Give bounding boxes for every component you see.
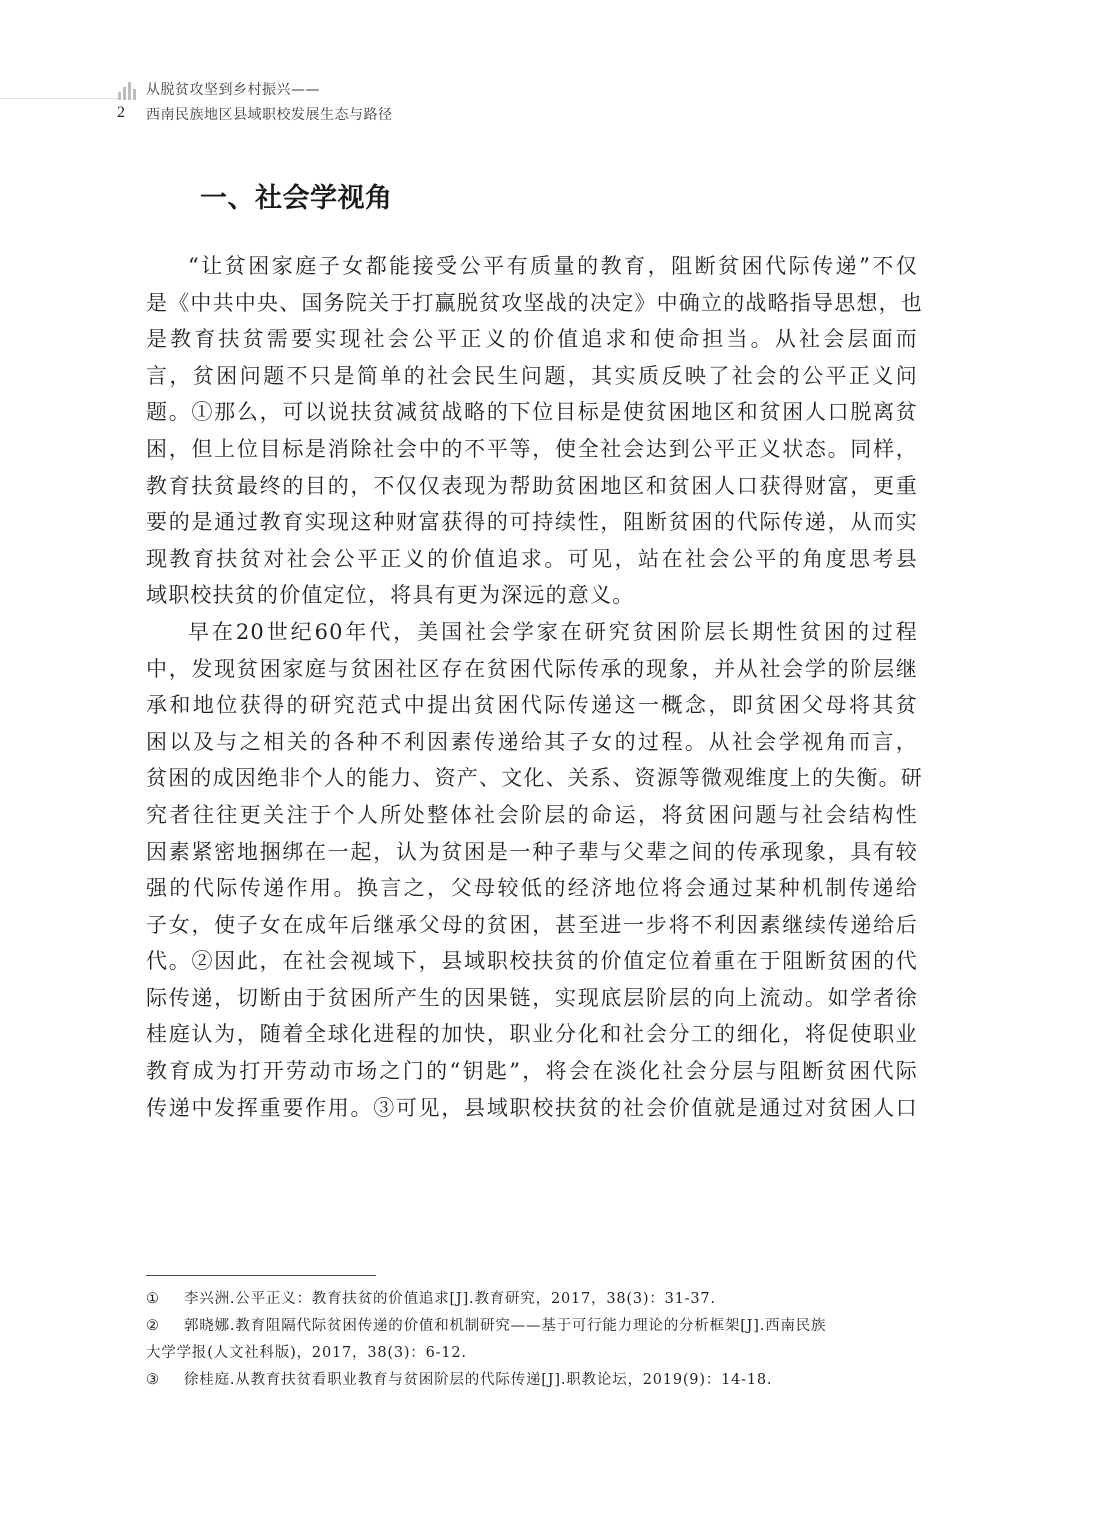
book-title-line1: 从脱贫攻坚到乡村振兴—— <box>146 82 320 98</box>
book-title-line2: 西南民族地区县域职校发展生态与路径 <box>146 107 393 123</box>
footnote-marker: ③ <box>146 1372 160 1388</box>
footnote-text: 李兴洲.公平正义：教育扶贫的价值追求[J].教育研究，2017，38(3)：31-37. <box>184 1291 716 1307</box>
paragraph-line: 教育扶贫最终的目的，不仅仅表现为帮助贫困地区和贫困人口获得财富，更重 <box>146 473 918 498</box>
page-number: 2 <box>117 104 125 121</box>
paragraph-line: 承和地位获得的研究范式中提出贫困代际传递这一概念，即贫困父母将其贫 <box>146 693 918 718</box>
footnote-3 <box>146 1367 918 1394</box>
paragraph-line: 传递中发挥重要作用。③可见，县域职校扶贫的社会价值就是通过对贫困人口 <box>146 1095 918 1120</box>
footnote-rule <box>146 1275 376 1276</box>
section-title: 一、社会学视角 <box>200 183 393 214</box>
paragraph-line: 题。①那么，可以说扶贫减贫战略的下位目标是使贫困地区和贫困人口脱离贫 <box>146 400 918 425</box>
paragraph-line: 强的代际传递作用。换言之，父母较低的经济地位将会通过某种机制传递给 <box>146 876 918 901</box>
paragraph-line: 困，但上位目标是消除社会中的不平等，使全社会达到公平正义状态。同样， <box>146 436 918 461</box>
running-header <box>0 76 1100 128</box>
header-rule <box>0 98 118 99</box>
paragraph-line: 究者往往更关注于个人所处整体社会阶层的命运，将贫困问题与社会结构性 <box>146 802 918 827</box>
paragraph-line: 子女，使子女在成年后继承父母的贫困，甚至进一步将不利因素继续传递给后 <box>146 912 918 937</box>
footnotes <box>146 1286 918 1394</box>
paragraph-line: 际传递，切断由于贫困所产生的因果链，实现底层阶层的向上流动。如学者徐 <box>146 985 918 1010</box>
paragraph-line: 域职校扶贫的价值定位，将具有更为深远的意义。 <box>146 583 635 608</box>
paragraph-line: 是《中共中央、国务院关于打赢脱贫攻坚战的决定》中确立的战略指导思想，也 <box>146 290 923 315</box>
paragraph-line: 早在20世纪60年代，美国社会学家在研究贫困阶层长期性贫困的过程 <box>188 619 918 644</box>
paragraph-line: 因素紧密地捆绑在一起，认为贫困是一种子辈与父辈之间的传承现象，具有较 <box>146 839 918 864</box>
paragraph-line: 现教育扶贫对社会公平正义的价值追求。可见，站在社会公平的角度思考县 <box>146 546 918 571</box>
paragraph-line: 言，贫困问题不只是简单的社会民生问题，其实质反映了社会的公平正义问 <box>146 363 918 388</box>
body-text <box>146 248 923 1126</box>
paragraph-line: 贫困的成因绝非个人的能力、资产、文化、关系、资源等微观维度上的失衡。研 <box>146 766 923 791</box>
footnote-1 <box>146 1286 918 1313</box>
footnote-2 <box>146 1313 918 1340</box>
header-bars-ornament <box>118 80 140 100</box>
paragraph-line: 是教育扶贫需要实现社会公平正义的价值追求和使命担当。从社会层面而 <box>146 327 918 352</box>
paragraph-line: 桂庭认为，随着全球化进程的加快，职业分化和社会分工的细化，将促使职业 <box>146 1022 918 1047</box>
paragraph-line: 中，发现贫困家庭与贫困社区存在贫困代际传承的现象，并从社会学的阶层继 <box>146 656 918 681</box>
footnote-marker: ② <box>146 1318 160 1334</box>
footnote-2-continuation: 大学学报(人文社科版)，2017，38(3)：6-12. <box>146 1345 467 1361</box>
paragraph-line: “让贫困家庭子女都能接受公平有质量的教育，阻断贫困代际传递”不仅 <box>188 254 918 278</box>
footnote-text: 郭晓娜.教育阻隔代际贫困传递的价值和机制研究——基于可行能力理论的分析框架[J].西南民族 <box>184 1318 827 1334</box>
footnote-text: 徐桂庭.从教育扶贫看职业教育与贫困阶层的代际传递[J].职教论坛，2019(9)：14-18. <box>184 1372 773 1388</box>
paragraph-line: 困以及与之相关的各种不利因素传递给其子女的过程。从社会学视角而言， <box>146 729 918 754</box>
footnote-marker: ① <box>146 1291 160 1307</box>
paragraph-line: 代。②因此，在社会视域下，县域职校扶贫的价值定位着重在于阻断贫困的代 <box>146 949 918 974</box>
paragraph-line: 要的是通过教育实现这种财富获得的可持续性，阻断贫困的代际传递，从而实 <box>146 510 918 535</box>
paragraph-line: 教育成为打开劳动市场之门的“钥匙”，将会在淡化社会分层与阻断贫困代际 <box>146 1059 918 1084</box>
